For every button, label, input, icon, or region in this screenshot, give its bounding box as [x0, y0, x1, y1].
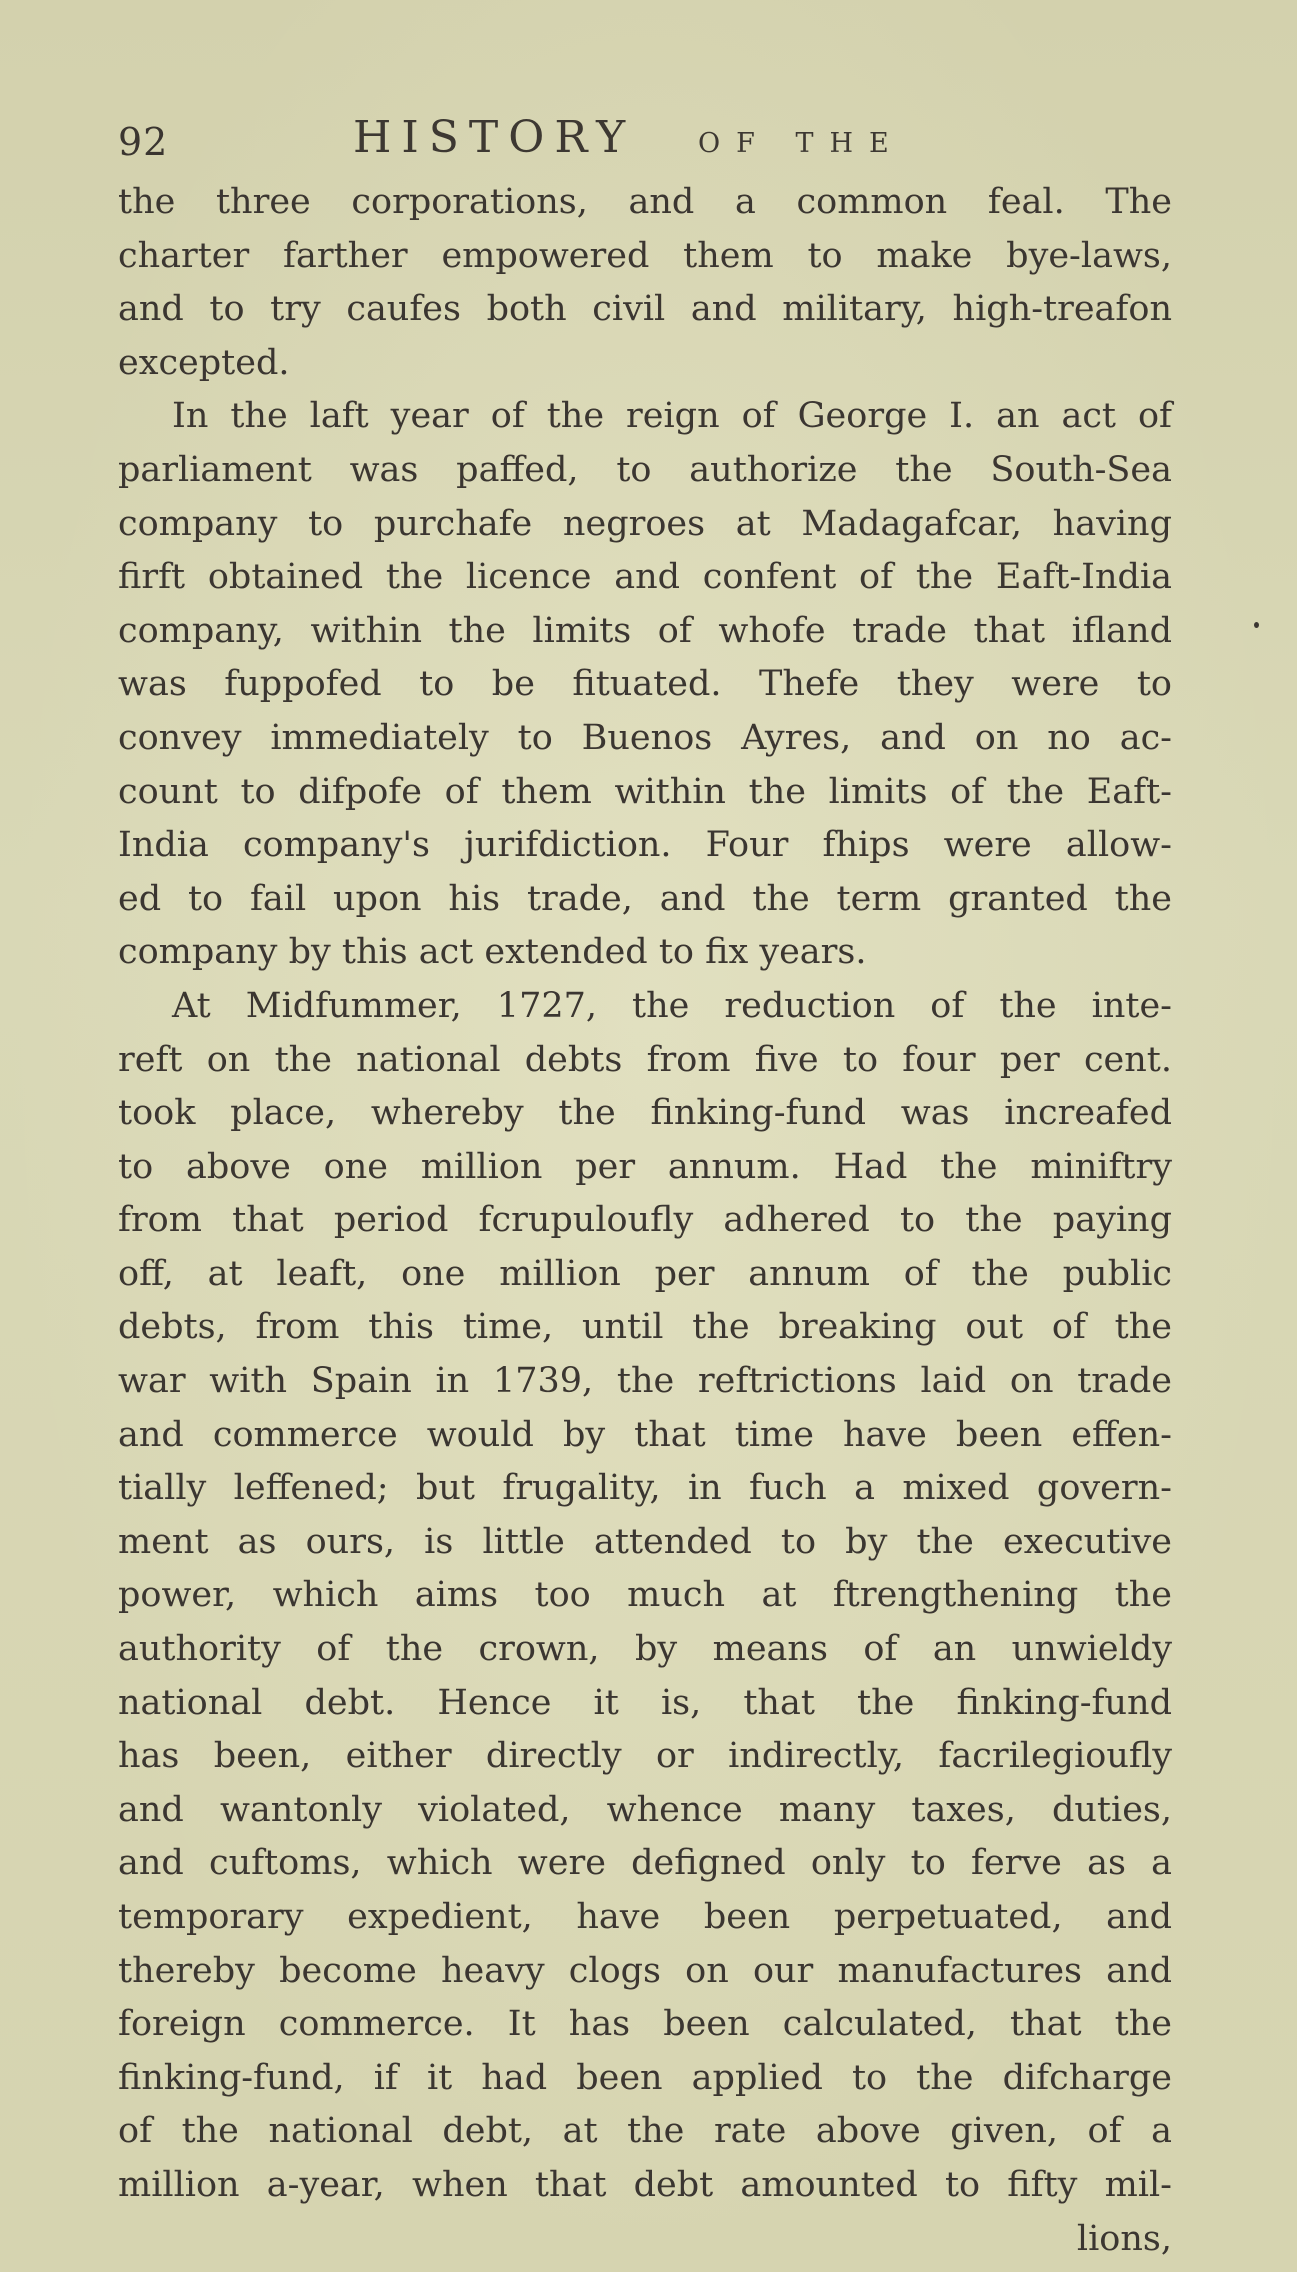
text-line: parliament was paffed, to authorize the South-Sea	[118, 449, 1172, 490]
text-line: has been, either directly or indirectly, facrilegioufly	[118, 1736, 1172, 1777]
text-line: company by this act extended to fix years.	[118, 932, 867, 973]
text-line: was fuppofed to be fituated. Thefe they were to	[118, 664, 1172, 705]
text-line: the three corporations, and a common feal. The	[118, 182, 1172, 222]
text-line: took place, whereby the finking-fund was increafed	[118, 1093, 1172, 1134]
text-line: reft on the national debts from five to four per cent.	[118, 1039, 1172, 1080]
text-line: company, within the limits of whofe trade that ifland	[118, 610, 1172, 651]
text-line: power, which aims too much at ftrengthening the	[118, 1575, 1172, 1616]
text-line: and cuftoms, which were defigned only to ferve as a	[118, 1843, 1172, 1884]
running-head-title: HISTORY	[353, 112, 636, 163]
text-line: of the national debt, at the rate above given, of a	[118, 2111, 1172, 2152]
body-text	[118, 176, 1172, 2266]
text-line: ment as ours, is little attended to by the executive	[118, 1521, 1172, 1562]
text-line: firft obtained the licence and confent of the Eaft-India	[118, 557, 1172, 598]
text-line: excepted.	[118, 342, 290, 383]
text-line: and to try caufes both civil and military, high-treafon	[118, 289, 1172, 330]
text-line: company to purchafe negroes at Madagafcar, having	[118, 503, 1172, 544]
page-number: 92	[118, 120, 169, 164]
text-line: from that period fcrupuloufly adhered to the paying	[118, 1200, 1172, 1241]
text-line: thereby become heavy clogs on our manufactures and	[118, 1950, 1172, 1991]
running-head	[118, 112, 1178, 172]
text-line: and wantonly violated, whence many taxes, duties,	[118, 1789, 1172, 1830]
text-line: temporary expedient, have been perpetuated, and	[118, 1897, 1172, 1937]
text-line: count to difpofe of them within the limits of the Eaft-	[118, 771, 1172, 812]
text-line: and commerce would by that time have been effen-	[118, 1414, 1172, 1455]
catchword-line: lions,	[1076, 2218, 1172, 2259]
text-line: charter farther empowered them to make bye-laws,	[118, 235, 1172, 276]
running-head-title-small: OF THE	[698, 128, 905, 159]
text-line: debts, from this time, until the breaking out of the	[118, 1307, 1172, 1348]
text-line: ed to fail upon his trade, and the term granted the	[118, 878, 1172, 919]
text-line: tially leffened; but frugality, in fuch a mixed govern-	[118, 1468, 1172, 1509]
text-line: authority of the crown, by means of an unwieldy	[118, 1629, 1172, 1670]
text-line: off, at leaft, one million per annum of the public	[118, 1253, 1172, 1294]
paragraph-start-line: In the laft year of the reign of George I. an act of	[172, 396, 1172, 437]
text-line: to above one million per annum. Had the miniftry	[118, 1146, 1172, 1187]
paragraph-start-line: At Midfummer, 1727, the reduction of the inte-	[172, 985, 1172, 1026]
text-line: war with Spain in 1739, the reftrictions laid on trade	[118, 1361, 1172, 1402]
text-line: India company's jurifdiction. Four fhips were allow-	[118, 825, 1172, 866]
text-line: national debt. Hence it is, that the finking-fund	[118, 1682, 1172, 1723]
text-line: foreign commerce. It has been calculated, that the	[118, 2004, 1172, 2045]
text-line: million a-year, when that debt amounted to fifty mil-	[118, 2164, 1172, 2205]
text-line: finking-fund, if it had been applied to the difcharge	[118, 2057, 1172, 2098]
text-line: convey immediately to Buenos Ayres, and on no ac-	[118, 717, 1172, 758]
ink-speck	[1254, 622, 1259, 628]
